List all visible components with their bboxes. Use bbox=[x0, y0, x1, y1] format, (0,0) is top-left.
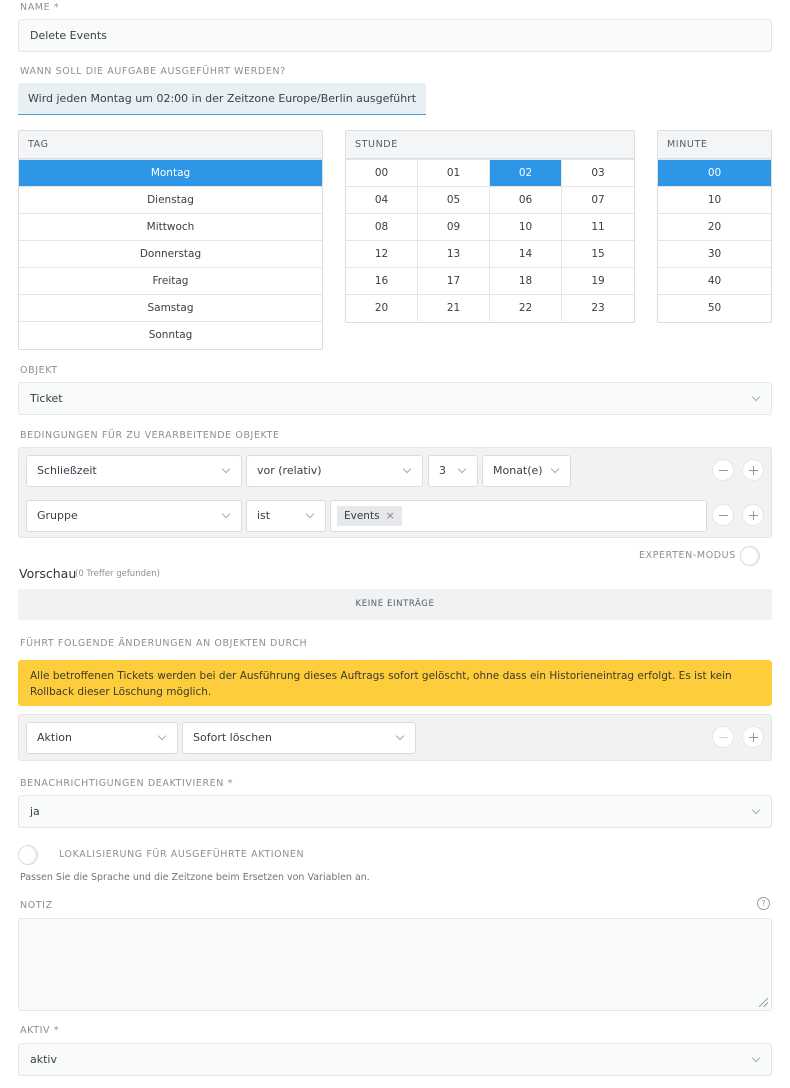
day-option[interactable]: Dienstag bbox=[19, 186, 322, 213]
chevron-down-icon bbox=[752, 806, 760, 814]
condition-1-add-button[interactable] bbox=[742, 459, 764, 481]
condition-1-amount-select[interactable] bbox=[428, 455, 478, 487]
name-input[interactable]: Delete Events bbox=[18, 19, 772, 52]
chevron-down-icon bbox=[752, 1054, 760, 1062]
preview-title: Vorschau bbox=[19, 566, 77, 581]
condition-2-value-input[interactable] bbox=[330, 500, 707, 532]
localization-toggle[interactable] bbox=[18, 845, 38, 865]
hour-option[interactable]: 14 bbox=[490, 240, 562, 267]
action-value-select[interactable] bbox=[182, 722, 416, 754]
object-select[interactable] bbox=[18, 382, 772, 415]
note-label: NOTIZ bbox=[20, 900, 53, 911]
day-option[interactable]: Donnerstag bbox=[19, 240, 322, 267]
chevron-down-icon bbox=[403, 465, 411, 473]
action-add-button[interactable] bbox=[742, 726, 764, 748]
changes-box bbox=[18, 714, 772, 761]
minute-picker bbox=[657, 130, 772, 323]
hour-header: STUNDE bbox=[346, 131, 634, 159]
preview-empty: KEINE EINTRÄGE bbox=[18, 589, 772, 620]
day-option[interactable]: Mittwoch bbox=[19, 213, 322, 240]
hour-option[interactable]: 02 bbox=[490, 159, 562, 186]
minute-option[interactable]: 30 bbox=[658, 240, 771, 267]
condition-2-operator-select[interactable] bbox=[246, 500, 326, 532]
minute-option[interactable]: 10 bbox=[658, 186, 771, 213]
notifications-label: BENACHRICHTIGUNGEN DEAKTIVIEREN * bbox=[20, 778, 233, 789]
conditions-label: BEDINGUNGEN FÜR ZU VERARBEITENDE OBJEKTE bbox=[20, 430, 280, 441]
hour-option[interactable]: 09 bbox=[418, 213, 490, 240]
chevron-down-icon bbox=[396, 732, 404, 740]
day-header: TAG bbox=[19, 131, 322, 159]
expert-mode-toggle[interactable] bbox=[740, 546, 760, 566]
condition-2-attribute-select[interactable] bbox=[26, 500, 242, 532]
chevron-down-icon bbox=[752, 393, 760, 401]
condition-2-remove-button[interactable] bbox=[712, 504, 734, 526]
hour-option[interactable]: 08 bbox=[346, 213, 418, 240]
condition-1-amount-value: 3 bbox=[439, 464, 446, 477]
hour-option[interactable]: 21 bbox=[418, 294, 490, 321]
notifications-value: ja bbox=[30, 805, 40, 818]
schedule-summary: Wird jeden Montag um 02:00 in der Zeitzone Europe/Berlin ausgeführt bbox=[18, 83, 426, 115]
hour-option[interactable]: 23 bbox=[562, 294, 634, 321]
object-label: OBJEKT bbox=[20, 365, 58, 376]
condition-2-operator-value: ist bbox=[257, 509, 271, 522]
hour-option[interactable]: 20 bbox=[346, 294, 418, 321]
condition-2-attribute-value: Gruppe bbox=[37, 509, 78, 522]
hour-option[interactable]: 18 bbox=[490, 267, 562, 294]
conditions-box bbox=[18, 447, 772, 538]
day-option[interactable]: Sonntag bbox=[19, 321, 322, 348]
minute-header: MINUTE bbox=[658, 131, 771, 159]
hour-option[interactable]: 06 bbox=[490, 186, 562, 213]
hour-option[interactable]: 04 bbox=[346, 186, 418, 213]
hour-option[interactable]: 13 bbox=[418, 240, 490, 267]
chevron-down-icon bbox=[306, 510, 314, 518]
condition-1-attribute-value: Schließzeit bbox=[37, 464, 97, 477]
active-value: aktiv bbox=[30, 1053, 57, 1066]
minute-option[interactable]: 00 bbox=[658, 159, 771, 186]
help-icon[interactable]: ? bbox=[757, 897, 770, 910]
condition-1-operator-select[interactable] bbox=[246, 455, 423, 487]
hour-option[interactable]: 19 bbox=[562, 267, 634, 294]
active-label: AKTIV * bbox=[20, 1025, 60, 1036]
notifications-select[interactable] bbox=[18, 795, 772, 828]
action-remove-button[interactable] bbox=[712, 726, 734, 748]
hour-option[interactable]: 01 bbox=[418, 159, 490, 186]
hour-option[interactable]: 03 bbox=[562, 159, 634, 186]
hour-option[interactable]: 07 bbox=[562, 186, 634, 213]
day-option[interactable]: Montag bbox=[19, 159, 322, 186]
changes-label: FÜHRT FOLGENDE ÄNDERUNGEN AN OBJEKTEN DURCH bbox=[20, 638, 308, 649]
minute-option[interactable]: 20 bbox=[658, 213, 771, 240]
chevron-down-icon bbox=[458, 465, 466, 473]
localization-hint: Passen Sie die Sprache und die Zeitzone beim Ersetzen von Variablen an. bbox=[20, 872, 370, 883]
day-option[interactable]: Freitag bbox=[19, 267, 322, 294]
condition-1-unit-select[interactable] bbox=[482, 455, 571, 487]
hour-option[interactable]: 05 bbox=[418, 186, 490, 213]
hour-option[interactable]: 17 bbox=[418, 267, 490, 294]
minute-option[interactable]: 50 bbox=[658, 294, 771, 321]
condition-1-operator-value: vor (relativ) bbox=[257, 464, 322, 477]
preview-count: (0 Treffer gefunden) bbox=[75, 569, 160, 579]
group-tag bbox=[337, 506, 402, 526]
minute-option[interactable]: 40 bbox=[658, 267, 771, 294]
action-attribute-value: Aktion bbox=[37, 731, 72, 744]
condition-1-attribute-select[interactable] bbox=[26, 455, 242, 487]
active-select[interactable] bbox=[18, 1043, 772, 1076]
condition-1-unit-value: Monat(e) bbox=[493, 464, 543, 477]
chevron-down-icon bbox=[222, 465, 230, 473]
warning-banner: Alle betroffenen Tickets werden bei der Ausführung dieses Auftrags sofort gelöscht, ohne dass ein Historieneintrag erfolgt. Es ist kein Rollback dieser Löschung möglich. bbox=[18, 660, 772, 706]
day-option[interactable]: Samstag bbox=[19, 294, 322, 321]
note-textarea[interactable] bbox=[18, 918, 772, 1011]
resize-handle-icon[interactable] bbox=[759, 998, 768, 1007]
chevron-down-icon bbox=[551, 465, 559, 473]
hour-option[interactable]: 22 bbox=[490, 294, 562, 321]
day-picker bbox=[18, 130, 323, 350]
hour-option[interactable]: 10 bbox=[490, 213, 562, 240]
localization-label: LOKALISIERUNG FÜR AUSGEFÜHRTE AKTIONEN bbox=[59, 849, 305, 860]
object-value: Ticket bbox=[30, 392, 63, 405]
condition-1-remove-button[interactable] bbox=[712, 459, 734, 481]
schedule-label: WANN SOLL DIE AUFGABE AUSGEFÜHRT WERDEN? bbox=[20, 66, 286, 77]
group-tag-label: Events bbox=[344, 510, 380, 522]
hour-option[interactable]: 00 bbox=[346, 159, 418, 186]
chevron-down-icon bbox=[222, 510, 230, 518]
expert-mode-label: EXPERTEN-MODUS bbox=[639, 550, 736, 561]
hour-picker bbox=[345, 130, 635, 323]
action-value-value: Sofort löschen bbox=[193, 731, 272, 744]
action-attribute-select[interactable] bbox=[26, 722, 178, 754]
chevron-down-icon bbox=[158, 732, 166, 740]
hour-option[interactable]: 16 bbox=[346, 267, 418, 294]
hour-option[interactable]: 15 bbox=[562, 240, 634, 267]
hour-option[interactable]: 11 bbox=[562, 213, 634, 240]
close-icon[interactable]: × bbox=[385, 509, 395, 522]
name-label: NAME * bbox=[20, 2, 60, 13]
condition-2-add-button[interactable] bbox=[742, 504, 764, 526]
hour-option[interactable]: 12 bbox=[346, 240, 418, 267]
